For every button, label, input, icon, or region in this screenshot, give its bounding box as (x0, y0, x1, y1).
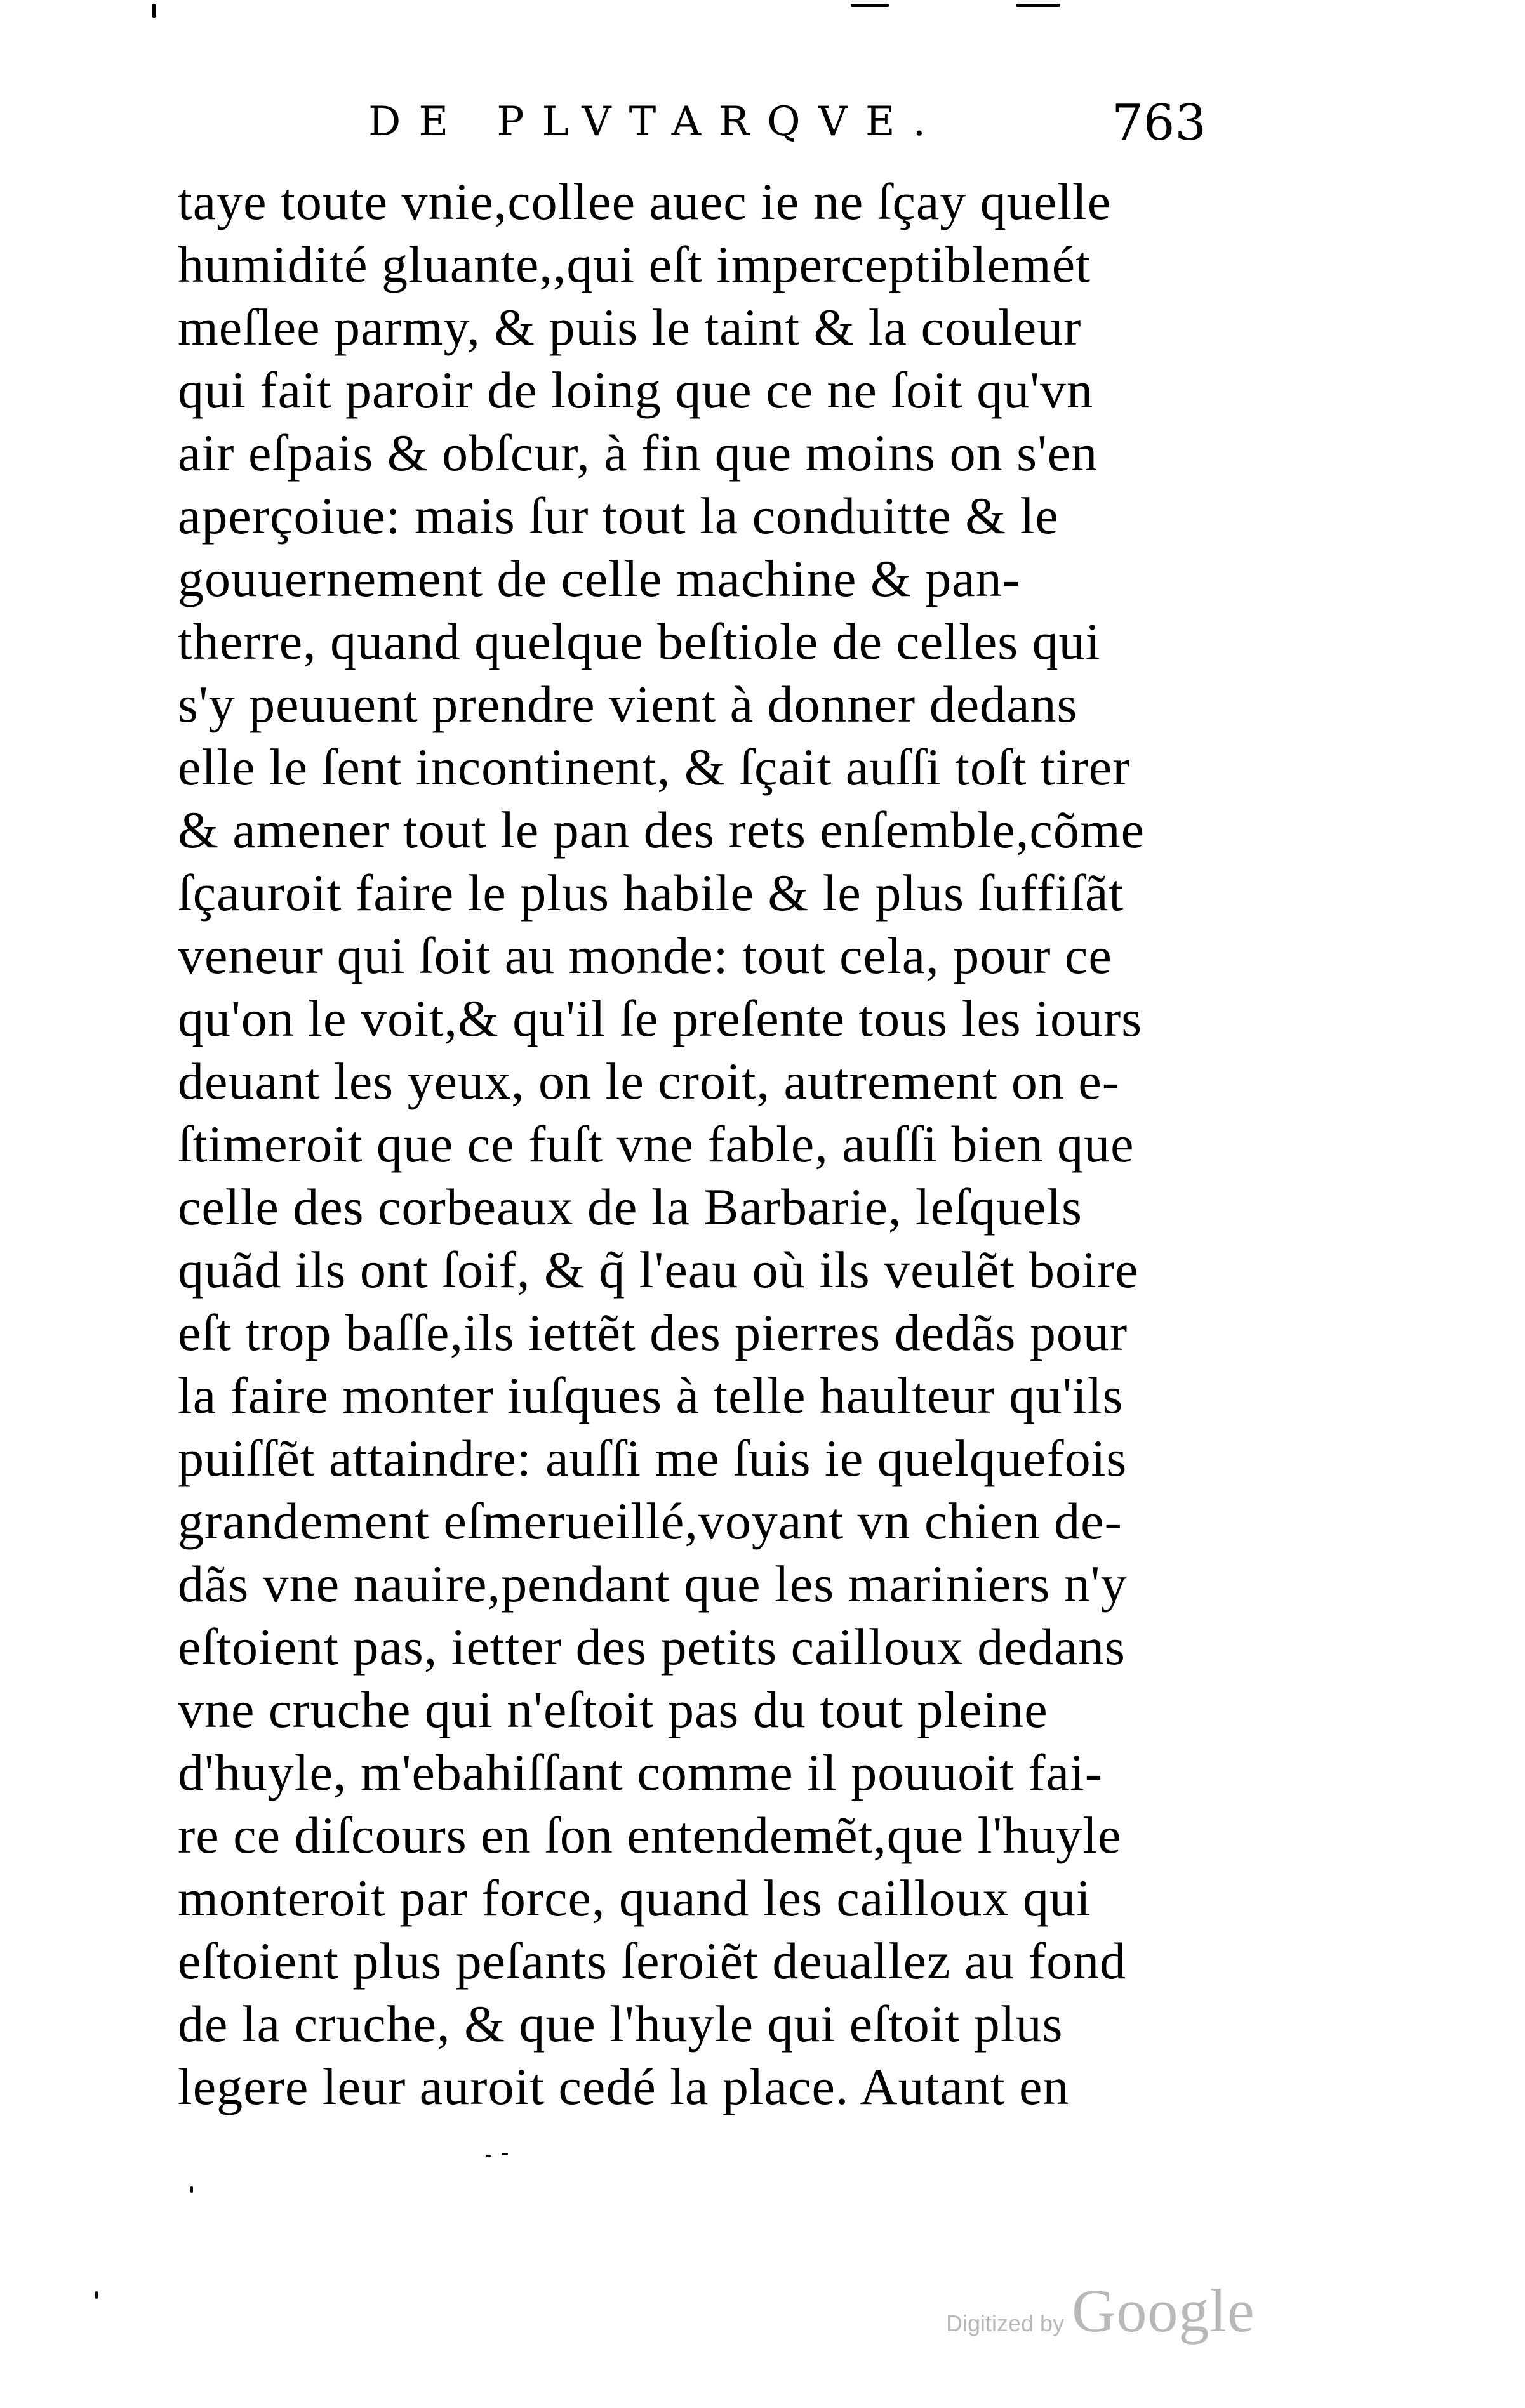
text-line: eſt trop baſſe,ils iettẽt des pierres dedãs pour (178, 1304, 1128, 1361)
text-line: air eſpais & obſcur, à fin que moins on s'en (178, 424, 1098, 482)
body-text (178, 170, 1232, 2118)
text-line: d'huyle, m'ebahiſſant comme il pouuoit fai- (178, 1743, 1103, 1801)
text-line: deuant les yeux, on le croit, autrement on e- (178, 1052, 1121, 1110)
text-line: ſçauroit faire le plus habile & le plus ſuffiſãt (178, 864, 1124, 922)
text-line: aperçoiue: mais ſur tout la conduitte & le (178, 487, 1059, 545)
text-line: therre, quand quelque beſtiole de celles qui (178, 612, 1101, 670)
text-line: s'y peuuent prendre vient à donner dedans (178, 675, 1078, 733)
scan-speck (152, 4, 156, 18)
google-logo: Google (1072, 2277, 1255, 2345)
text-line: qui fait paroir de loing que ce ne ſoit qu'vn (178, 361, 1094, 419)
scan-speck (851, 4, 889, 7)
text-line: veneur qui ſoit au monde: tout cela, pour ce (178, 927, 1112, 984)
text-line: puiſſẽt attaindre: auſſi me ſuis ie quelquefois (178, 1429, 1128, 1487)
running-head: DE PLVTARQVE. (368, 98, 943, 145)
text-line: re ce diſcours en ſon entendemẽt,que l'huyle (178, 1806, 1122, 1864)
digitized-watermark (946, 2275, 1255, 2352)
text-line: gouuernement de celle machine & pan- (178, 550, 1020, 607)
text-line: & amener tout le pan des rets enſemble,cõme (178, 801, 1145, 859)
scan-speck (502, 2153, 508, 2155)
text-line: grandement eſmerueillé,voyant vn chien de- (178, 1492, 1122, 1550)
text-line: vne cruche qui n'eſtoit pas du tout pleine (178, 1681, 1048, 1738)
page-number: 763 (1112, 95, 1206, 152)
text-line: taye toute vnie,collee auec ie ne ſçay quelle (178, 173, 1112, 230)
text-line: quãd ils ont ſoif, & q̃ l'eau où ils veulẽt boire (178, 1241, 1139, 1299)
text-line: meſlee parmy, & puis le taint & la couleur (178, 298, 1082, 356)
scan-speck (190, 2186, 193, 2193)
text-line: dãs vne nauire,pendant que les mariniers n'y (178, 1555, 1128, 1613)
text-line: celle des corbeaux de la Barbarie, leſquels (178, 1178, 1082, 1236)
text-line: elle le ſent incontinent, & ſçait auſſi toſt tirer (178, 738, 1131, 796)
scan-speck (486, 2155, 491, 2157)
text-line: qu'on le voit,& qu'il ſe preſente tous les iours (178, 989, 1143, 1047)
text-line: legere leur auroit cedé la place. Autant en (178, 2058, 1070, 2115)
page-header (356, 95, 1206, 168)
text-line: de la cruche, & que l'huyle qui eſtoit plus (178, 1995, 1063, 2053)
text-line: ſtimeroit que ce fuſt vne fable, auſſi bien que (178, 1115, 1135, 1173)
text-line: la faire monter iuſques à telle haulteur qu'ils (178, 1366, 1124, 1424)
scan-speck (95, 2291, 98, 2299)
text-line: monteroit par force, quand les cailloux qui (178, 1869, 1091, 1927)
text-line: eſtoient pas, ietter des petits cailloux dedans (178, 1618, 1126, 1676)
digitized-by-text: Digitized by (946, 2310, 1065, 2336)
text-line: humidité gluante,,qui eſt imperceptiblemét (178, 235, 1091, 293)
scan-speck (1016, 4, 1060, 7)
text-line: eſtoient plus peſants ſeroiẽt deuallez au fond (178, 1932, 1127, 1990)
